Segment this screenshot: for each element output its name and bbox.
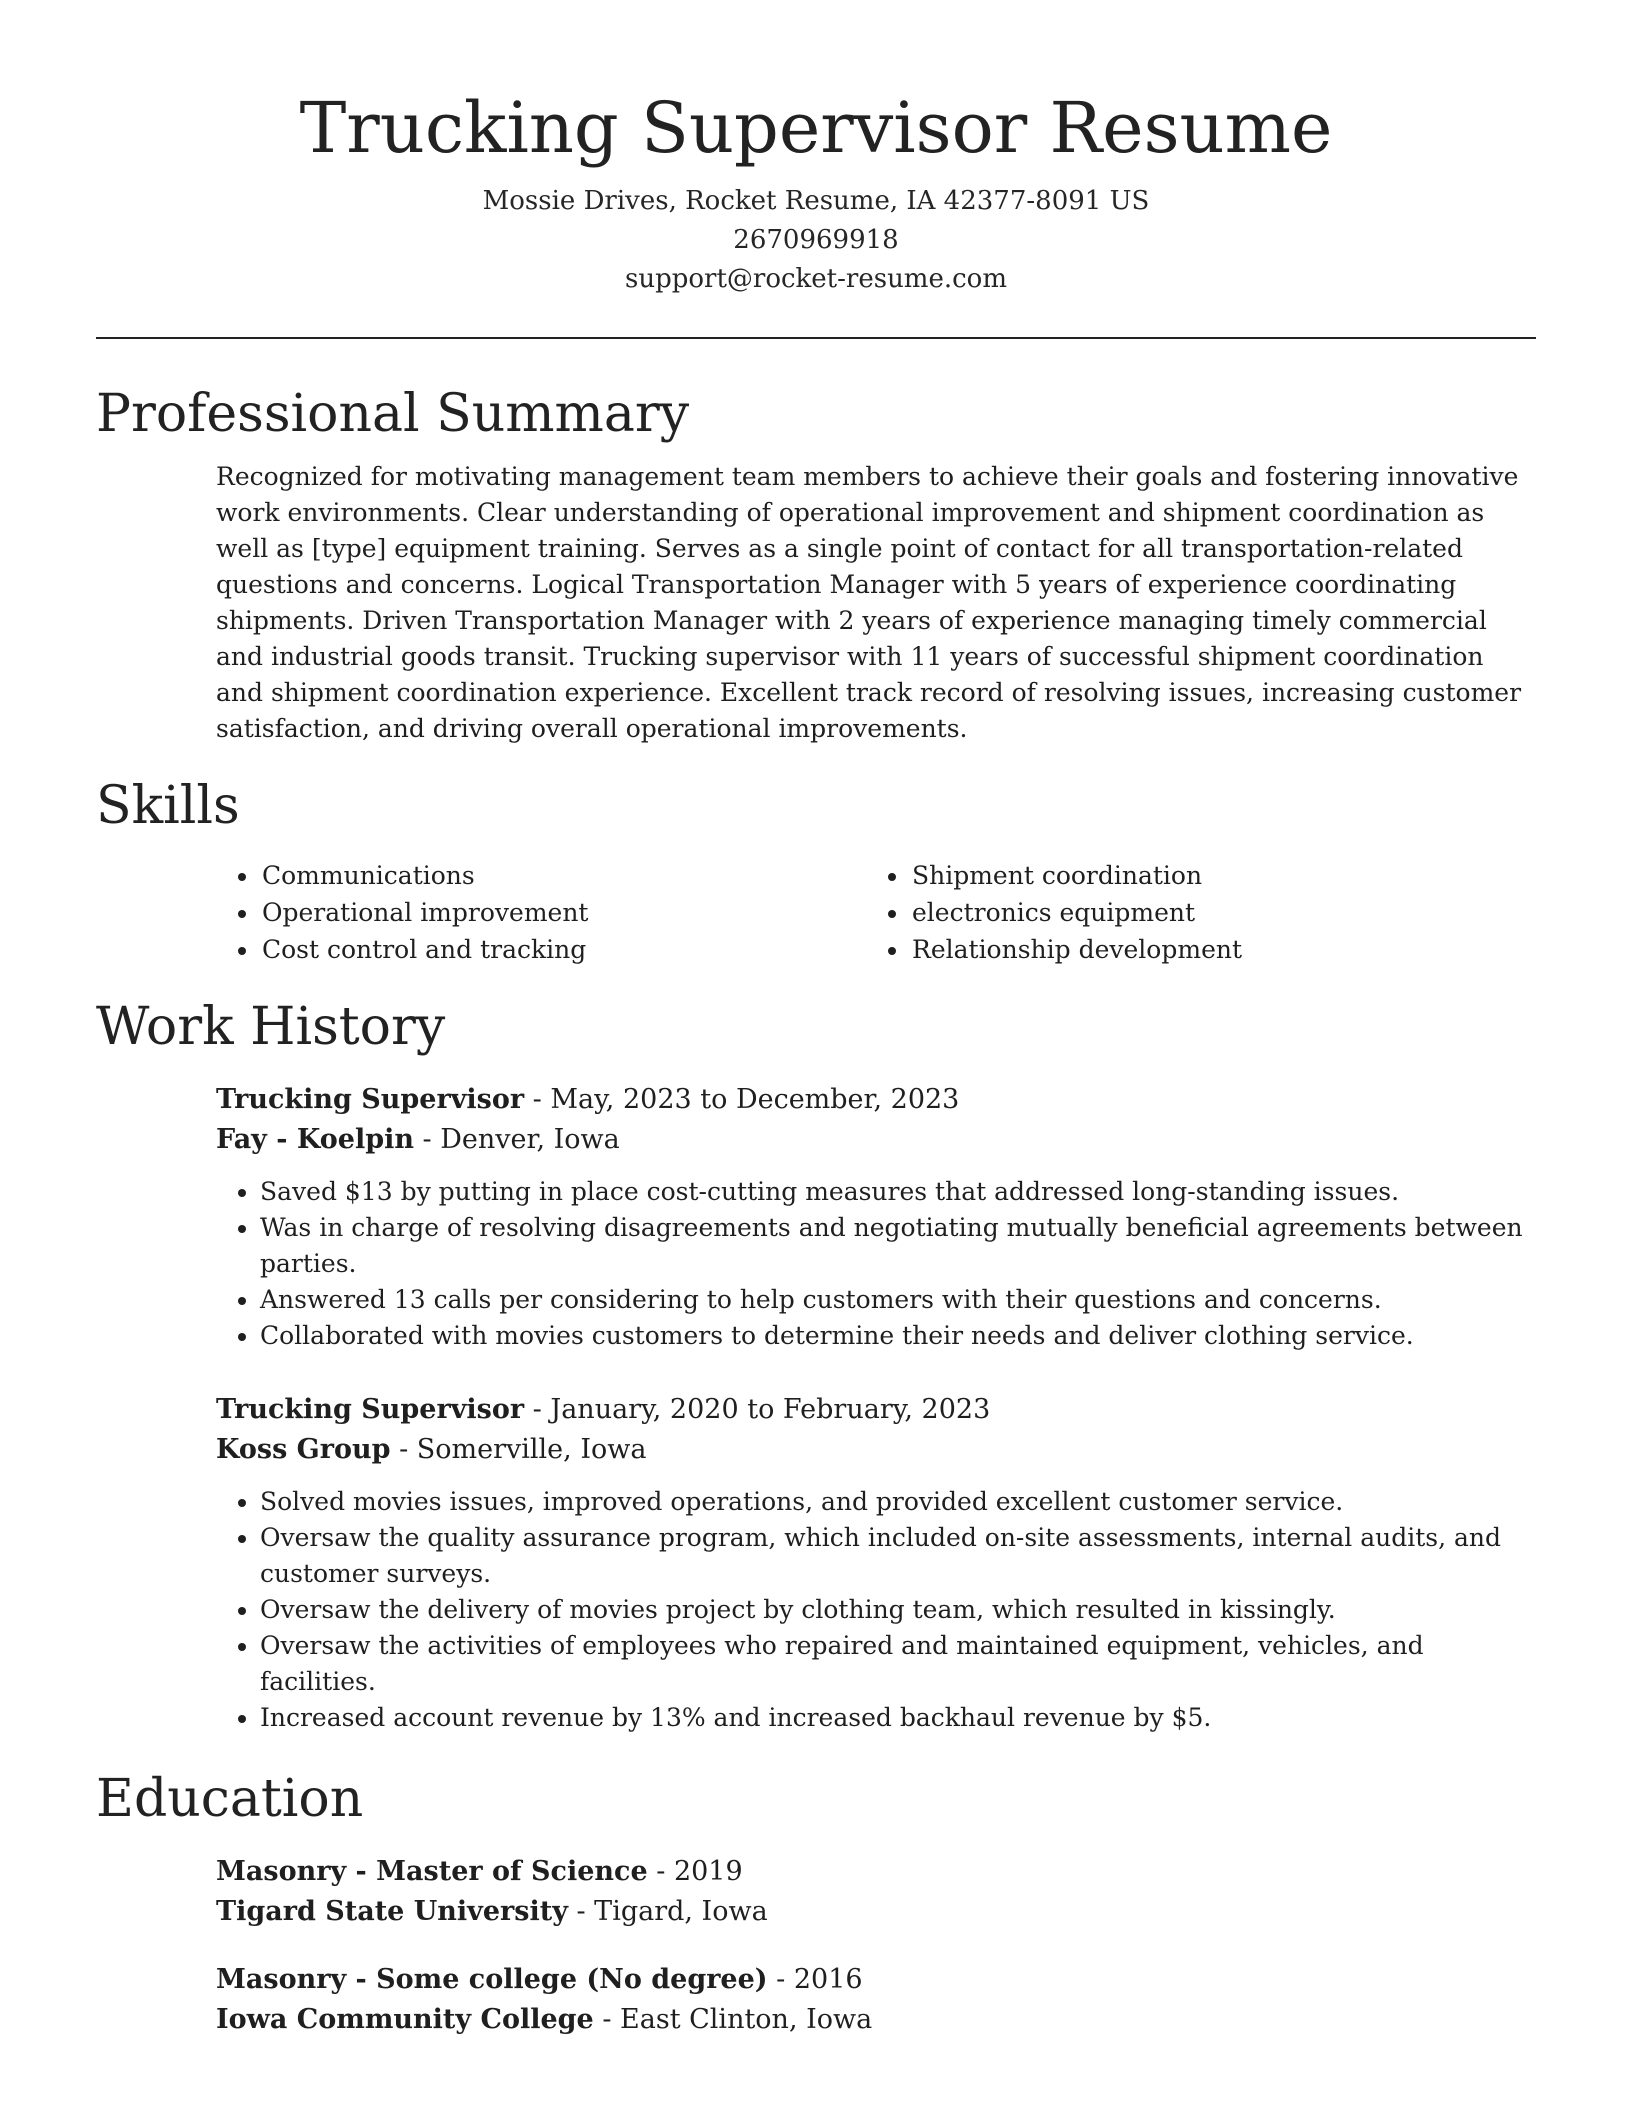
job-dates: - January, 2020 to February, 2023 (524, 1394, 991, 1425)
education-degree: Masonry - Master of Science (216, 1856, 648, 1887)
work-history-heading: Work History (96, 997, 446, 1057)
education-degree: Masonry - Some college (No degree) (216, 1964, 768, 1995)
job-company: Fay - Koelpin (216, 1124, 414, 1155)
job-title: Trucking Supervisor (216, 1394, 525, 1425)
education-heading: Education (96, 1769, 364, 1829)
education-year: - 2016 (767, 1964, 863, 1995)
skills-list (216, 857, 1536, 968)
skills-heading: Skills (96, 776, 240, 836)
job-location: - Somerville, Iowa (390, 1434, 647, 1465)
job-entry (216, 1390, 1536, 1736)
summary-heading: Professional Summary (96, 384, 690, 444)
job-bullet: • Saved $13 by putting in place cost-cutting measures that addressed long-standing issues. (260, 1174, 1536, 1210)
resume-header (96, 0, 1536, 299)
job-bullet: • Oversaw the activities of employees who repaired and maintained equipment, vehicles, and facilities. (260, 1628, 1536, 1700)
job-bullets (216, 1174, 1536, 1354)
education-year: - 2019 (647, 1856, 743, 1887)
contact-phone: 2670969918 (733, 225, 899, 255)
education-degree-line (216, 1852, 1536, 1892)
job-bullet: • Solved movies issues, improved operations, and provided excellent customer service. (260, 1484, 1536, 1520)
job-bullet: • Collaborated with movies customers to determine their needs and deliver clothing service. (260, 1318, 1536, 1354)
job-bullet: • Answered 13 calls per considering to help customers with their questions and concerns. (260, 1282, 1536, 1318)
header-divider (96, 337, 1536, 339)
skill-item: • Operational improvement (260, 894, 866, 931)
contact-email: support@rocket-resume.com (624, 264, 1007, 294)
job-dates: - May, 2023 to December, 2023 (524, 1084, 960, 1115)
contact-address: Mossie Drives, Rocket Resume, IA 42377-8091 US (482, 186, 1150, 216)
education-degree-line (216, 1960, 1536, 2000)
job-bullets (216, 1484, 1536, 1736)
job-title-line (216, 1080, 1536, 1120)
skill-item: • Shipment coordination (910, 857, 1516, 894)
job-bullet: • Was in charge of resolving disagreements and negotiating mutually beneficial agreements between parties. (260, 1210, 1536, 1282)
summary-text: Recognized for motivating management team members to achieve their goals and fostering innovative work environments. Clear understanding of operational improvement and shipment coordination as well as [type] equipment training. Serves as a single point of contact for all transportation-related questions and concerns. Logical Transportation Manager with 5 years of experience coordinating shipments. Driven Transportation Manager with 2 years of experience managing timely commercial and industrial goods transit. Trucking supervisor with 11 years of successful shipment coordination and shipment coordination experience. Excellent track record of resolving issues, increasing customer satisfaction, and driving overall operational improvements. (216, 462, 1522, 743)
education-school: Tigard State University (216, 1896, 568, 1927)
education-location: - Tigard, Iowa (567, 1896, 768, 1927)
job-title: Trucking Supervisor (216, 1084, 525, 1115)
skills-column-right (866, 857, 1516, 968)
skills-column-left (216, 857, 866, 968)
education-entry (216, 1852, 1536, 1932)
job-title-line (216, 1390, 1536, 1430)
job-company-line (216, 1120, 1536, 1160)
skill-item: • Cost control and tracking (260, 931, 866, 968)
job-bullet: • Oversaw the quality assurance program, which included on-site assessments, internal audits, and customer surveys. (260, 1520, 1536, 1592)
education-school-line (216, 2000, 1536, 2040)
job-company: Koss Group (216, 1434, 391, 1465)
contact-block (96, 182, 1536, 299)
education-school-line (216, 1892, 1536, 1932)
job-bullet: • Oversaw the delivery of movies project by clothing team, which resulted in kissingly. (260, 1592, 1536, 1628)
job-bullet: • Increased account revenue by 13% and increased backhaul revenue by $5. (260, 1700, 1536, 1736)
job-location: - Denver, Iowa (413, 1124, 620, 1155)
skill-item: • Relationship development (910, 931, 1516, 968)
skill-item: • electronics equipment (910, 894, 1516, 931)
job-company-line (216, 1430, 1536, 1470)
education-entry (216, 1960, 1536, 2040)
job-entry (216, 1080, 1536, 1354)
skill-item: • Communications (260, 857, 866, 894)
resume-title: Trucking Supervisor Resume (299, 87, 1333, 169)
education-location: - East Clinton, Iowa (593, 2004, 873, 2035)
education-school: Iowa Community College (216, 2004, 594, 2035)
